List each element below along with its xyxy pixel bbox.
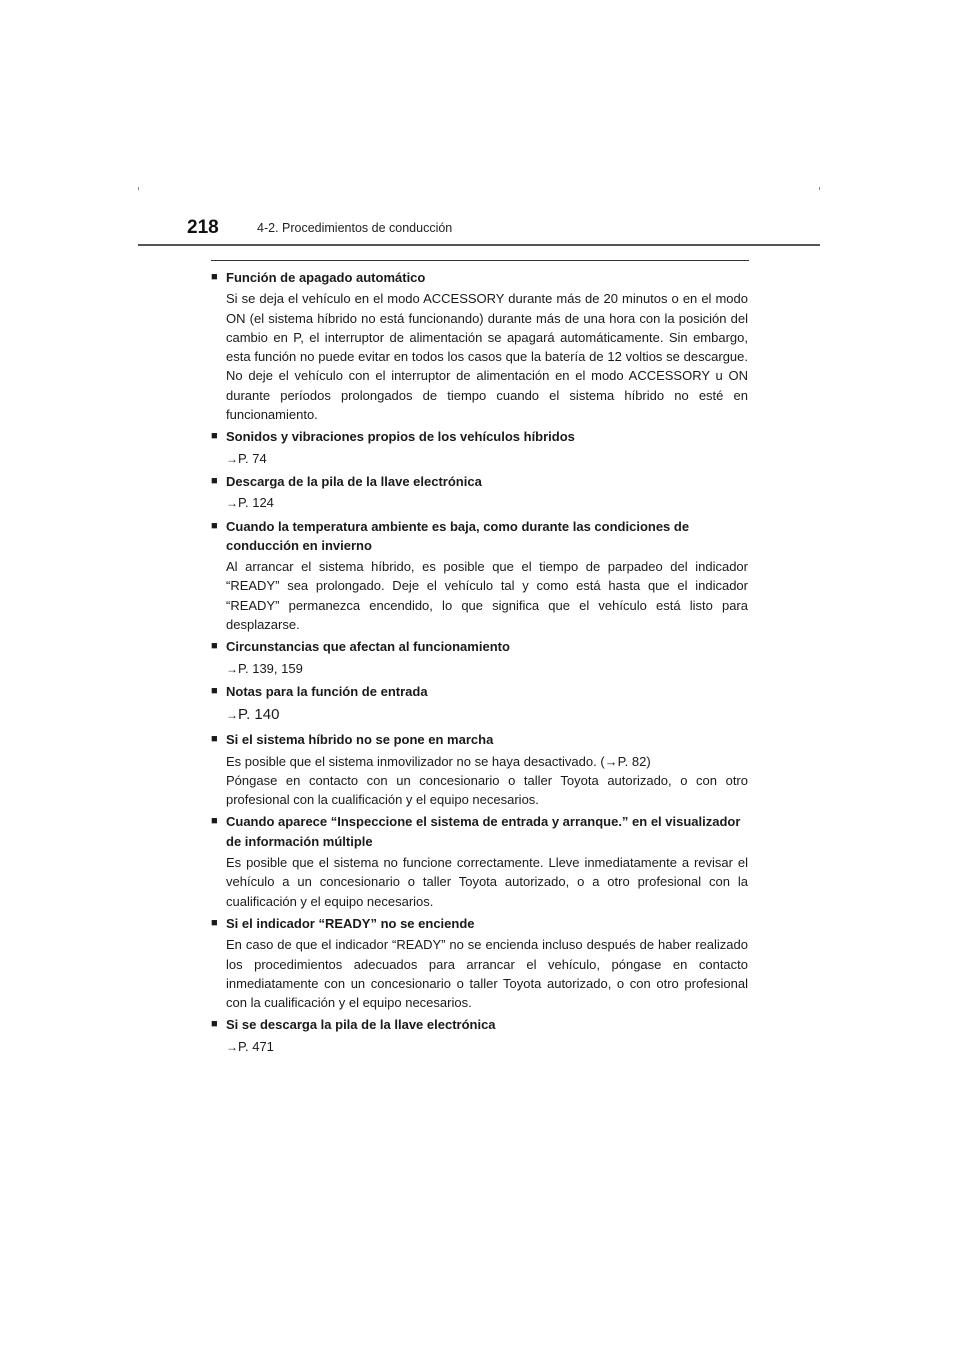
item-paragraph: Es posible que el sistema no funcione correctamente. Lleve inmediatamente a revisar el vehículo a un concesionario o taller Toyota autorizado, o a otro profesional con la cualificación y el equipo necesarios.	[226, 855, 748, 909]
section-title: 4-2. Procedimientos de conducción	[257, 221, 453, 235]
page-reference-link[interactable]	[226, 703, 748, 727]
arrow-right-icon: →	[226, 451, 238, 466]
item-title: Si el sistema híbrido no se pone en marcha	[226, 732, 494, 748]
item-inspect-message	[211, 812, 748, 910]
item-title: Sonidos y vibraciones propios de los vehículos híbridos	[226, 429, 575, 445]
content-divider	[211, 260, 749, 261]
page-reference-link[interactable]	[226, 493, 748, 513]
arrow-right-icon: →	[226, 1039, 238, 1054]
item-title: Cuando la temperatura ambiente es baja, como durante las condiciones de conducción en invierno	[226, 518, 690, 553]
page-reference: P. 74	[238, 450, 267, 466]
item-auto-off	[211, 268, 748, 424]
square-bullet-icon: ■	[211, 430, 218, 443]
square-bullet-icon: ■	[211, 271, 218, 283]
item-key-battery	[211, 472, 748, 514]
item-title: Función de apagado automático	[226, 270, 426, 285]
crop-mark-left	[138, 187, 139, 190]
item-title: Si el indicador “READY” no se enciende	[226, 915, 475, 931]
arrow-right-icon: →	[226, 661, 238, 676]
page-reference: P. 124	[238, 495, 274, 511]
page-reference-link[interactable]	[226, 659, 748, 679]
item-low-temperature	[211, 517, 748, 635]
square-bullet-icon: ■	[211, 474, 218, 487]
square-bullet-icon: ■	[211, 519, 218, 532]
page-reference-link[interactable]	[226, 1037, 748, 1057]
arrow-right-icon: →	[226, 496, 238, 511]
item-paragraph: Póngase en contacto con un concesionario o taller Toyota autorizado, o con otro profesional con la cualificación y el equipo necesarios.	[226, 772, 748, 808]
item-sounds-vibrations	[211, 427, 748, 469]
item-operation-circumstances	[211, 637, 748, 679]
arrow-right-icon: →	[226, 708, 238, 723]
page-reference: P. 471	[238, 1038, 274, 1054]
item-entry-notes	[211, 682, 748, 727]
item-paragraph: Si se deja el vehículo en el modo ACCESSORY durante más de 20 minutos o en el modo ON (el sistema híbrido no está funcionando) durante más de una hora con la posición del cambio en P, el interruptor de alimentación se apagará automáticamente. Sin embargo, esta función no puede evitar en todos los casos que la batería de 12 voltios se descargue. No deje el vehículo con el interruptor de alimentación en el modo ACCESSORY u ON durante períodos prolongados de tiempo cuando el sistema híbrido no esté en funcionamiento.	[226, 291, 748, 423]
page-reference: P. 140	[238, 706, 280, 724]
square-bullet-icon: ■	[211, 733, 218, 746]
square-bullet-icon: ■	[211, 815, 218, 828]
square-bullet-icon: ■	[211, 916, 218, 929]
item-paragraph: Es posible que el sistema inmovilizador no se haya desactivado. (→P. 82)	[226, 753, 651, 769]
item-paragraph: En caso de que el indicador “READY” no se encienda incluso después de haber realizado los procedimientos adecuados para arrancar el vehículo, póngase en contacto inmediatamente con un concesionario o taller Toyota autorizado, o con otro profesional con la cualificación y el equipo necesarios.	[226, 937, 748, 1011]
item-title: Notas para la función de entrada	[226, 683, 428, 699]
content-area	[211, 268, 748, 1060]
item-paragraph: Al arrancar el sistema híbrido, es posible que el tiempo de parpadeo del indicador “READY” sea prolongado. Deje el vehículo tal y como está hasta que el indicador “READY” permanezca encendido, lo que significa que el vehículo está listo para desplazarse.	[226, 559, 748, 633]
header-divider	[138, 244, 820, 246]
item-title: Descarga de la pila de la llave electrónica	[226, 473, 482, 489]
item-title: Circunstancias que afectan al funcionamiento	[226, 639, 510, 655]
crop-mark-right	[819, 187, 820, 190]
item-ready-off	[211, 914, 748, 1012]
page-reference-link[interactable]	[226, 449, 748, 469]
item-hybrid-no-start	[211, 730, 748, 809]
item-title: Cuando aparece “Inspeccione el sistema de entrada y arranque.” en el visualizador de información múltiple	[226, 814, 741, 849]
square-bullet-icon: ■	[211, 684, 218, 697]
square-bullet-icon: ■	[211, 640, 218, 653]
page-reference: P. 139, 159	[238, 660, 303, 676]
item-key-battery-discharged	[211, 1015, 748, 1057]
page-number: 218	[187, 217, 219, 238]
square-bullet-icon: ■	[211, 1018, 218, 1031]
item-title: Si se descarga la pila de la llave electrónica	[226, 1017, 496, 1033]
